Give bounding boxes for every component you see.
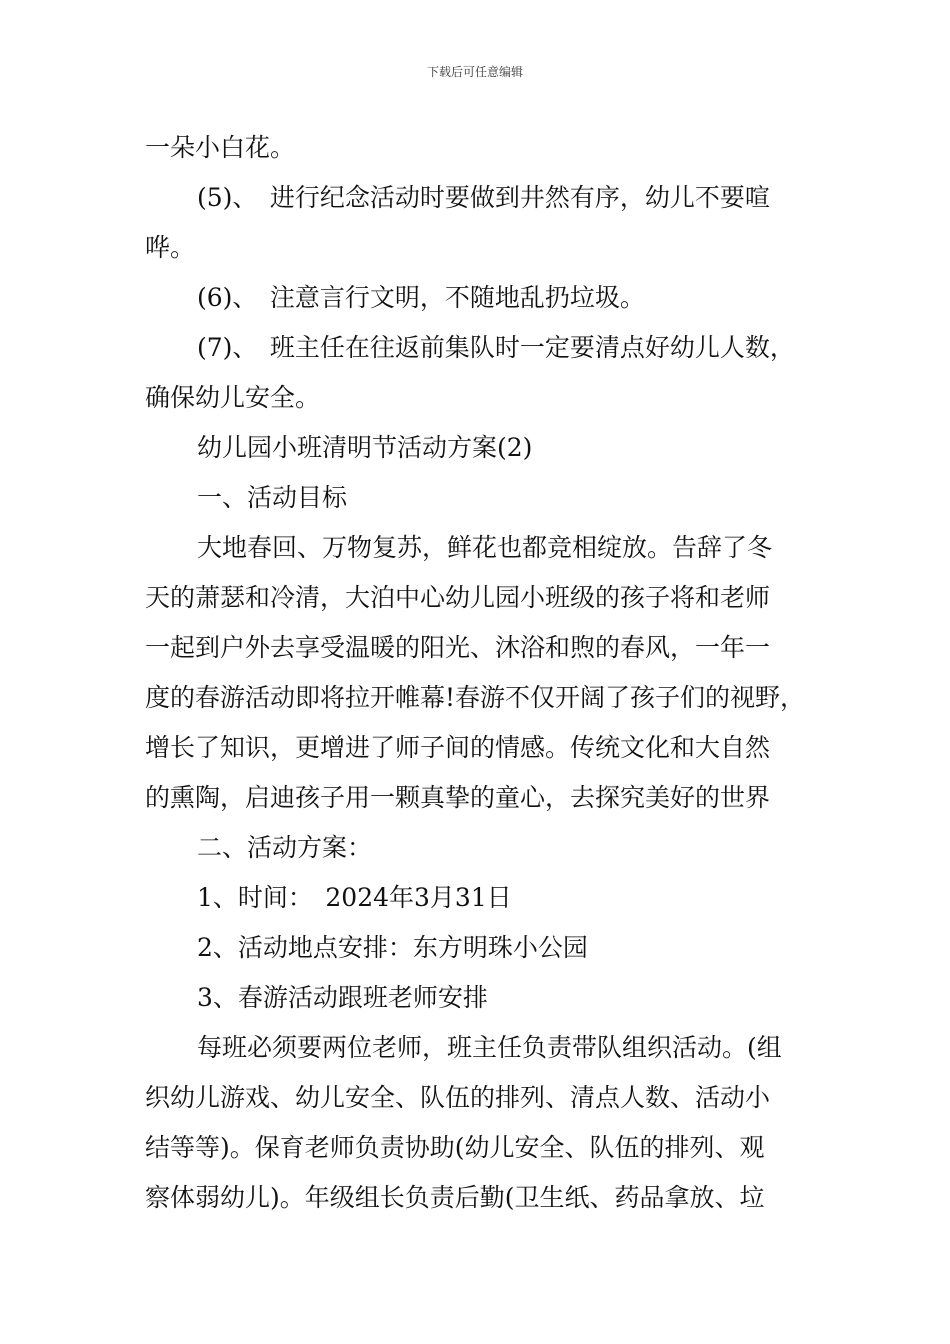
plan-item-location: 2、活动地点安排：东方明珠小公园	[197, 933, 588, 962]
list-item-7: (7)、 班主任在往返前集队时一定要清点好幼儿人数，	[197, 333, 795, 362]
list-item-6: (6)、 注意言行文明，不随地乱扔垃圾。	[197, 283, 645, 312]
section-heading-goals: 一、活动目标	[197, 483, 348, 512]
page-header-note: 下载后可任意编辑	[426, 65, 523, 79]
paragraph-line: 增长了知识，更增进了师子间的情感。传统文化和大自然	[145, 733, 771, 762]
section-heading-plan: 二、活动方案：	[197, 833, 373, 862]
paragraph-line: 一起到户外去享受温暖的阳光、沐浴和煦的春风，一年一	[145, 633, 771, 662]
plan-item-time: 1、时间： 2024年3月31日	[197, 883, 512, 912]
paragraph-line: 度的春游活动即将拉开帷幕!春游不仅开阔了孩子们的视野，	[145, 683, 806, 712]
paragraph-line: 大地春回、万物复苏，鲜花也都竞相绽放。告辞了冬	[197, 533, 773, 562]
document-body	[145, 123, 810, 1223]
list-item-5: (5)、 进行纪念活动时要做到井然有序，幼儿不要喧	[197, 183, 770, 212]
paragraph-line: 确保幼儿安全。	[145, 383, 321, 412]
section-title: 幼儿园小班清明节活动方案(2)	[197, 433, 533, 462]
paragraph-line: 每班必须要两位老师，班主任负责带队组织活动。(组	[197, 1033, 782, 1062]
paragraph-line: 哗。	[145, 233, 196, 262]
paragraph-line: 织幼儿游戏、幼儿安全、队伍的排列、清点人数、活动小	[145, 1083, 771, 1112]
paragraph-line: 天的萧瑟和冷清，大泊中心幼儿园小班级的孩子将和老师	[145, 583, 771, 612]
paragraph-line: 的熏陶，启迪孩子用一颗真挚的童心，去探究美好的世界	[145, 783, 771, 812]
paragraph-line: 察体弱幼儿)。年级组长负责后勤(卫生纸、药品拿放、垃	[145, 1183, 765, 1212]
paragraph-line: 结等等)。保育老师负责协助(幼儿安全、队伍的排列、观	[145, 1133, 765, 1162]
plan-item-teachers: 3、春游活动跟班老师安排	[197, 983, 488, 1012]
paragraph-line: 一朵小白花。	[145, 133, 296, 162]
